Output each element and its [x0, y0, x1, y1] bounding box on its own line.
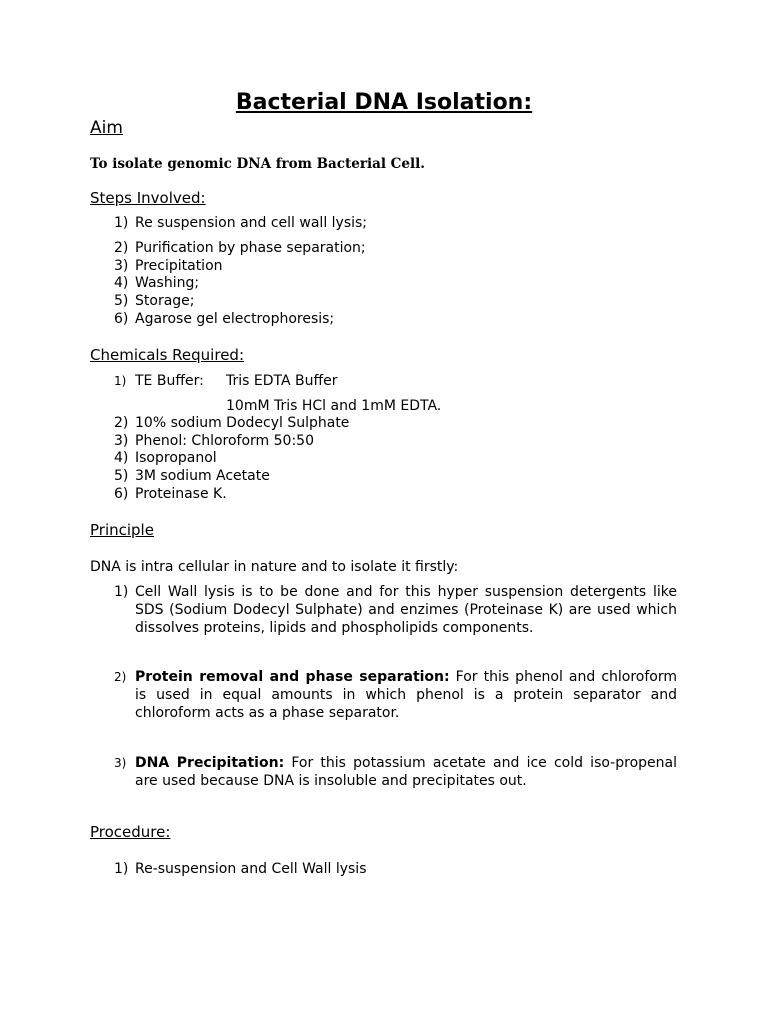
list-text: Re suspension and cell wall lysis; [135, 215, 368, 231]
list-subtext: 10mM Tris HCl and 1mM EDTA. [226, 398, 442, 414]
list-number: 1) [114, 374, 127, 388]
list-text: Purification by phase separation; [135, 240, 366, 256]
list-label: TE Buffer: [135, 373, 204, 389]
list-number: 1) [114, 861, 129, 877]
list-number: 5) [114, 293, 129, 309]
list-number: 6) [114, 486, 129, 502]
list-paragraph [135, 583, 677, 637]
list-number: 2) [114, 240, 129, 256]
list-number: 6) [114, 311, 129, 327]
procedure-heading: Procedure: [90, 823, 171, 841]
list-number: 4) [114, 275, 129, 291]
aim-heading: Aim [90, 118, 123, 138]
steps-heading: Steps Involved: [90, 189, 206, 207]
list-text: Agarose gel electrophoresis; [135, 311, 335, 327]
list-bold-term: Protein removal and phase separation: [135, 669, 450, 685]
aim-text: To isolate genomic DNA from Bacterial Cell. [90, 156, 425, 172]
list-text: Phenol: Chloroform 50:50 [135, 433, 314, 449]
list-text: 10% sodium Dodecyl Sulphate [135, 415, 350, 431]
document-title: Bacterial DNA Isolation: [235, 90, 533, 115]
list-number: 1) [114, 584, 129, 600]
list-number: 3) [114, 258, 129, 274]
list-paragraph [135, 668, 677, 722]
list-text: For this phenol and chloroform is used in equal amounts in which phenol is a protein separator and chloroform acts as a phase separator. [135, 669, 677, 721]
list-text: 3M sodium Acetate [135, 468, 270, 484]
list-bold-term: DNA Precipitation: [135, 755, 285, 771]
list-number: 3) [114, 756, 127, 770]
principle-intro: DNA is intra cellular in nature and to isolate it firstly: [90, 559, 459, 575]
list-text: For this potassium acetate and ice cold iso-propenal are used because DNA is insoluble and precipitates out. [135, 755, 677, 789]
list-text: Tris EDTA Buffer [226, 373, 338, 389]
list-number: 4) [114, 450, 129, 466]
list-text: Re-suspension and Cell Wall lysis [135, 861, 367, 877]
list-text: Precipitation [135, 258, 223, 274]
principle-heading: Principle [90, 521, 154, 539]
list-paragraph [135, 754, 677, 790]
list-text: Proteinase K. [135, 486, 227, 502]
list-number: 2) [114, 415, 129, 431]
list-number: 3) [114, 433, 129, 449]
list-number: 5) [114, 468, 129, 484]
chemicals-heading: Chemicals Required: [90, 346, 244, 364]
list-number: 1) [114, 215, 129, 231]
list-number: 2) [114, 670, 127, 684]
list-text: Cell Wall lysis is to be done and for this hyper suspension detergents like SDS (Sodium Dodecyl Sulphate) and enzimes (Proteinase K) are used which dissolves proteins, lipids and phospholipids components. [135, 584, 677, 636]
list-text: Washing; [135, 275, 200, 291]
list-text: Isopropanol [135, 450, 217, 466]
list-text: Storage; [135, 293, 195, 309]
